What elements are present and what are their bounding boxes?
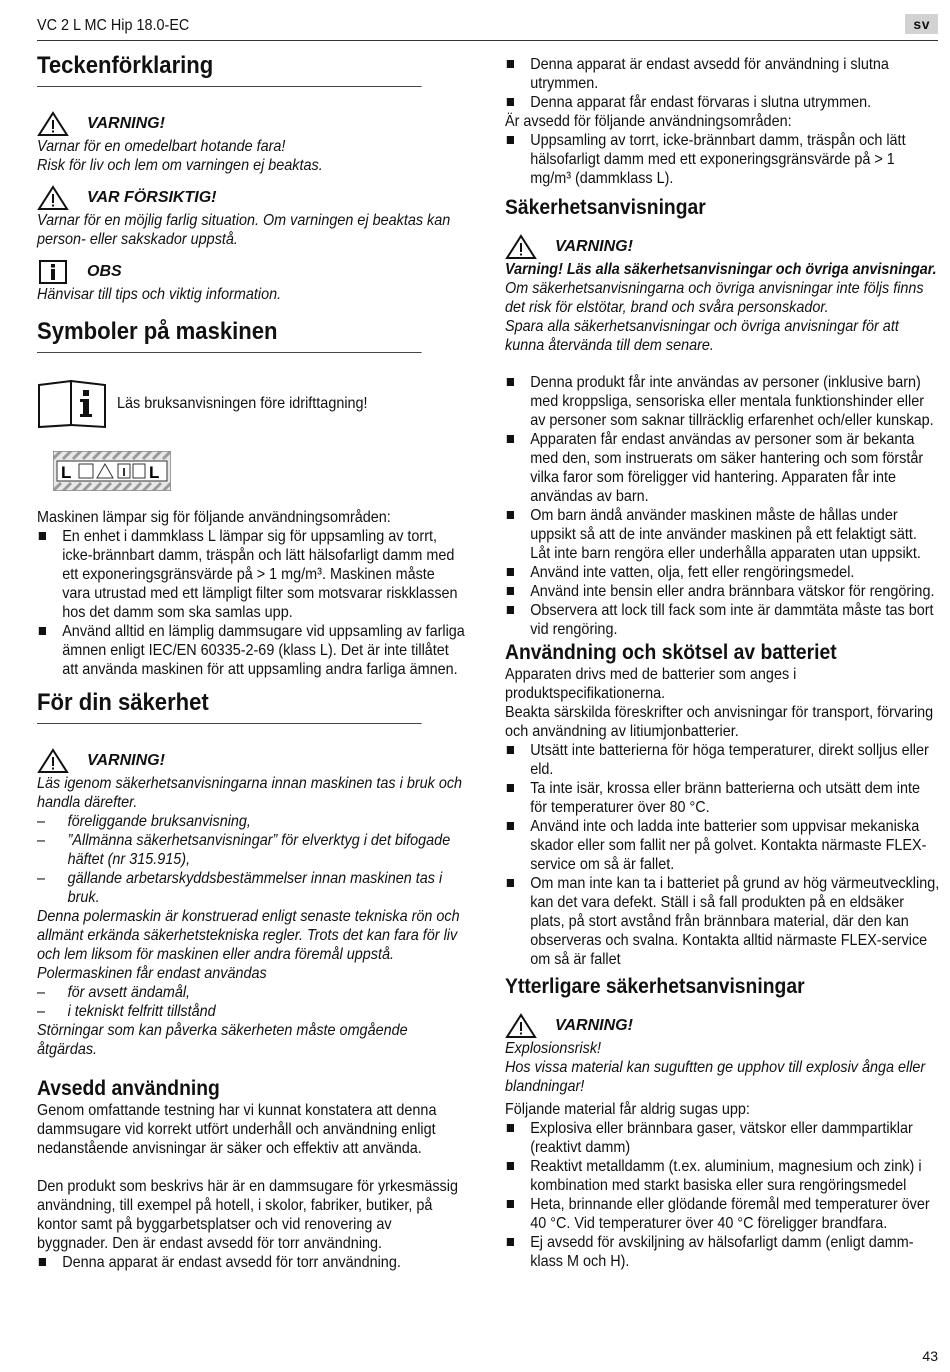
sakerhetsanv-rest: Om säkerhetsanvisningarna och övriga anvisningar inte följs finns det risk för elstötar, brand och svåra personskador. (505, 280, 924, 316)
list-item: Heta, brinnande eller glödande föremål med temperaturer över 40 °C. Vid temperaturer över 40 °C föreligger brandfara. (505, 1195, 940, 1233)
info-icon (37, 259, 69, 285)
sakerhet-dash-list-2 (37, 983, 467, 1021)
sakerhet-mid: Denna polermaskin är konstruerad enligt senaste tekniska rön och allmänt erkända säkerhetstekniska regler. Trots det kan fara för liv och lem liksom för maskinen eller andra föremål uppstå. Polermaskinen får endast användas (37, 908, 460, 982)
manual-symbol-row (37, 377, 467, 429)
badge-letter-left: L (61, 463, 72, 482)
warning-triangle-icon (505, 234, 537, 260)
list-item: Använd inte bensin eller andra brännbara vätskor för rengöring. (505, 582, 940, 601)
warning-triangle-icon (505, 1013, 537, 1039)
avsedd-p2: Den produkt som beskrivs här är en dammsugare för yrkesmässig användning, till exempel på hotell, i skolor, fabriker, butiker, på kontor samt på byggarbetsplatser och vid renovering av byggnader. Den är endast avsedd för torr användning. (37, 1178, 458, 1252)
warning-triangle-icon (37, 111, 69, 137)
ytterligare-bullets (505, 1119, 940, 1271)
list-item: Denna apparat får endast förvaras i slutna utrymmen. (505, 93, 940, 112)
sakerhetsanv-bullets (505, 373, 940, 639)
page-number: 43 (922, 1348, 938, 1364)
sakerhet-end: Störningar som kan påverka säkerheten måste omgående åtgärdas. (37, 1022, 408, 1058)
forsiktig-text: Varnar för en möjlig farlig situation. Om varningen ej beaktas kan person- eller sakskador uppstå. (37, 212, 451, 248)
varning-text-2: Risk för liv och lem om varningen ej beaktas. (37, 157, 323, 174)
forsiktig-header (37, 185, 467, 211)
list-item: – ”Allmänna säkerhetsanvisningar” för elverktyg i det bifogade häftet (nr 315.915), (37, 831, 467, 869)
batteri-p1: Apparaten drivs med de batterier som anges i produktspecifikationerna. (505, 666, 797, 702)
obs-label: OBS (87, 263, 122, 280)
left-column (37, 50, 467, 1272)
caution-triangle-icon (37, 185, 69, 211)
forsiktig-label: VAR FÖRSIKTIG! (87, 189, 217, 206)
list-item: Om man inte kan ta i batteriet på grund av hög värmeutveckling, kan det vara defekt. Ställ i så fall produkten på en eldsäker plats, på stort avstånd från brännbara material, där den kan observeras och svalna. Kontakta alltid närmaste FLEX-service om så är fallet (505, 874, 940, 969)
top-bullets (505, 55, 940, 112)
page-header (37, 16, 938, 41)
varning-header (37, 111, 467, 137)
explosion-label: Explosionsrisk! (505, 1040, 602, 1057)
list-item: – i tekniskt felfritt tillstånd (37, 1002, 467, 1021)
sakerhetsanv-warning-text (505, 260, 940, 317)
list-item: Denna apparat är endast avsedd för torr användning. (37, 1253, 467, 1272)
sakerhet-intro: Läs igenom säkerhetsanvisningarna innan maskinen tas i bruk och handla därefter. (37, 775, 463, 811)
heading-batteri: Användning och skötsel av batteriet (505, 641, 837, 664)
ytterligare-lead: Följande material får aldrig sugas upp: (505, 1101, 750, 1118)
list-item: Utsätt inte batterierna för höga temperaturer, direkt solljus eller eld. (505, 741, 940, 779)
list-item: Om barn ändå använder maskinen måste de hållas under uppsikt så att de inte använder maskinen på ett felaktigt sätt. Låt inte barn rengöra eller underhålla apparaten utan uppsikt. (505, 506, 940, 563)
list-item: – gällande arbetarskyddsbestämmelser innan maskinen tas i bruk. (37, 869, 467, 907)
batteri-p2: Beakta särskilda föreskrifter och anvisningar för transport, förvaring och användning av litiumjonbatterier. (505, 704, 934, 740)
list-item: Denna apparat är endast avsedd för användning i slutna utrymmen. (505, 55, 940, 93)
varning-label: VARNING! (555, 238, 633, 255)
heading-teckenforklaring: Teckenförklaring (37, 52, 422, 87)
heading-ytterligare: Ytterligare säkerhetsanvisningar (505, 975, 805, 998)
sakerhetsanv-varning-header (505, 234, 940, 260)
right-column (505, 55, 940, 1271)
varning-text-1: Varnar för en omedelbart hotande fara! (37, 138, 286, 155)
obs-text: Hänvisar till tips och viktig information. (37, 286, 282, 303)
symboler-intro: Maskinen lämpar sig för följande användningsområden: (37, 509, 391, 526)
list-item: – föreliggande bruksanvisning, (37, 812, 467, 831)
avsedd-p1: Genom omfattande testning har vi kunnat konstatera att denna dammsugare vid korrekt utfört underhåll och användning enligt nedanstående anvisningar är säker och effektiv att använda. (37, 1102, 437, 1157)
list-item: Uppsamling av torrt, icke-brännbart damm, träspån och lätt hälsofarligt damm med ett exponeringsgränsvärde på > 1 mg/m³ (dammklass L). (505, 131, 940, 188)
list-item: – för avsett ändamål, (37, 983, 467, 1002)
sakerhet-dash-list-1 (37, 812, 467, 907)
avsedd-area-bullets (505, 131, 940, 188)
ytterligare-varning-header (505, 1013, 940, 1039)
list-item: Denna produkt får inte användas av personer (inklusive barn) med kroppsliga, sensoriska eller mentala funktionshinder eller av personer som saknar tillräcklig erfarenhet och/eller kunskap. (505, 373, 940, 430)
batteri-bullets (505, 741, 940, 969)
list-item: Använd inte vatten, olja, fett eller rengöringsmedel. (505, 563, 940, 582)
heading-for-din-sakerhet: För din säkerhet (37, 689, 422, 724)
heading-sakerhetsanvisningar: Säkerhetsanvisningar (505, 196, 706, 219)
list-item: Använd inte och ladda inte batterier som uppvisar mekaniska skador eller som fallit ner på golvet. Kontakta närmaste FLEX-service om så är fallet. (505, 817, 940, 874)
list-item: Apparaten får endast användas av personer som är bekanta med den, som instruerats om säker hantering och som förstår vilka faror som föreligger vid hantering. Apparaten får inte användas av barn. (505, 430, 940, 506)
obs-header (37, 259, 467, 285)
sakerhetsanv-bold-lead: Varning! Läs alla säkerhetsanvisningar och övriga anvisningar. (505, 261, 937, 278)
sakerhetsanv-save: Spara alla säkerhetsanvisningar och övriga anvisningar för att kunna återvända till dem senare. (505, 318, 899, 354)
varning-label: VARNING! (87, 752, 165, 769)
list-item: Explosiva eller brännbara gaser, vätskor eller dammpartiklar (reaktivt damm) (505, 1119, 940, 1157)
warning-triangle-icon (37, 748, 69, 774)
varning-label: VARNING! (555, 1017, 633, 1034)
avsedd-bullets (37, 1253, 467, 1272)
explosion-text: Hos vissa material kan suguftten ge upphov till explosiv ånga eller blandningar! (505, 1059, 926, 1095)
list-item: Använd alltid en lämplig dammsugare vid uppsamling av farliga ämnen enligt IEC/EN 60335-2-69 (klass L). Det är inte tillåtet att använda maskinen för att uppsamling andra farliga ämnen. (37, 622, 467, 679)
varning-label: VARNING! (87, 115, 165, 132)
language-badge: sv (905, 14, 938, 34)
avsedd-lead: Är avsedd för följande användningsområden: (505, 113, 792, 130)
symboler-bullets (37, 527, 467, 679)
manual-text: Läs bruksanvisningen före idrifttagning! (117, 394, 368, 412)
list-item: Reaktivt metalldamm (t.ex. aluminium, magnesium och zink) i kombination med starkt basiska eller sura rengöringsmedel (505, 1157, 940, 1195)
heading-symboler: Symboler på maskinen (37, 318, 422, 353)
heading-avsedd-anvandning: Avsedd användning (37, 1077, 220, 1100)
model-name: VC 2 L MC Hip 18.0-EC (37, 17, 190, 34)
dust-class-l-badge-icon (53, 451, 171, 491)
read-manual-icon (37, 377, 107, 429)
sakerhet-varning-header (37, 748, 467, 774)
list-item: En enhet i dammklass L lämpar sig för uppsamling av torrt, icke-brännbart damm, träspån och lätt hälsofarligt damm med ett exponeringsgränsvärde på > 1 mg/m³. Maskinen måste vara utrustad med ett lämpligt filter som motsvarar riskklassen hos det damm som ska samlas upp. (37, 527, 467, 622)
badge-letter-right: L (149, 463, 160, 482)
list-item: Ej avsedd för avskiljning av hälsofarligt damm (enligt damm-klass M och H). (505, 1233, 940, 1271)
list-item: Observera att lock till fack som inte är dammtäta måste tas bort vid rengöring. (505, 601, 940, 639)
list-item: Ta inte isär, krossa eller bränn batterierna och utsätt dem inte för temperaturer över 80 °C. (505, 779, 940, 817)
